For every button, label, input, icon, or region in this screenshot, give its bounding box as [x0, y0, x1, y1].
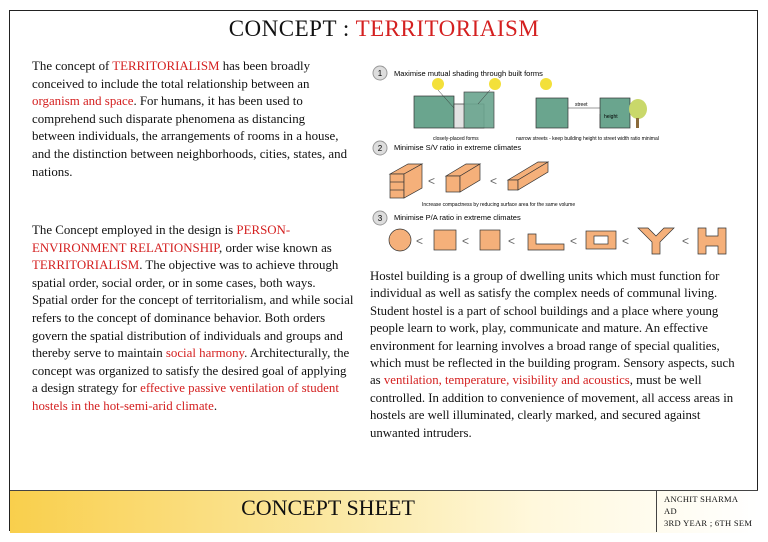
- step-3-title: Minimise P/A ratio in extreme climates: [394, 213, 521, 222]
- svg-text:<: <: [570, 234, 578, 248]
- svg-text:closely-placed forms: closely-placed forms: [433, 136, 479, 142]
- svg-text:2: 2: [377, 144, 383, 153]
- svg-text:<: <: [682, 234, 690, 248]
- author-name: ANCHIT SHARMA: [664, 494, 739, 504]
- closely-placed-forms-illustration: [414, 78, 501, 128]
- climate-strategy-diagram: [368, 64, 744, 264]
- footer-divider: [656, 490, 657, 532]
- svg-text:<: <: [490, 174, 498, 188]
- svg-text:<: <: [622, 234, 630, 248]
- plan-shape-illustration: [389, 228, 726, 254]
- svg-text:<: <: [416, 234, 424, 248]
- svg-text:height: height: [604, 114, 618, 120]
- page-title: CONCEPT : TERRITORIAISM: [228, 16, 540, 41]
- svg-text:street: street: [575, 102, 588, 108]
- territorialism-paragraph: The concept of TERRITORIALISM has been broadly conceived to include the total relationship between an organism and space. For humans, it has been used to comprehend such disparate phenomena as distancing between individuals, the arrangements of rooms in a house, and the distinction between neighborhoods, cities, states, and nations.: [32, 59, 348, 179]
- step-1-title: Maximise mutual shading through built forms: [394, 69, 543, 78]
- svg-text:<: <: [428, 174, 436, 188]
- narrow-street-illustration: [536, 78, 647, 128]
- svg-text:narrow streets - keep building: narrow streets - keep building height to street width ratio minimal: [516, 136, 659, 142]
- year-semester: 3RD YEAR ; 6TH SEM: [664, 518, 753, 528]
- volume-compactness-illustration: [390, 162, 548, 198]
- concept-paragraph: The Concept employed in the design is PERSON-ENVIRONMENT RELATIONSHIP, order wise known as TERRITORIALISM. The objective was to achieve through spatial order, social order, or in some cases, both ways. Spatial order for the concept of territorialism, and while social refers to the concept of dominance behavior. Both orders govern the spatial distribution of individuals and groups and thereby serve to maintain social harmony. Architecturally, the concept was organized to satisfy the desired goal of applying a design strategy for effective passive ventilation of student hostels in the hot-semi-arid climate.: [32, 223, 354, 413]
- hostel-paragraph: Hostel building is a group of dwelling units which must function for individual as well as satisfy the complex needs of communal living. Student hostel is a part of school buildings and a place where young people learn to work, play, communicate and mature. An effective environment for learning involves a broad range of special qualities, which must be reflected in the building program. Sensory aspects, such as ventilation, temperature, visibility and acoustics, must be well controlled. In addition to convenience of movement, all access areas in hostels are well illuminated, clearly marked, and secured against unwanted intruders.: [370, 269, 735, 440]
- svg-text:<: <: [508, 234, 516, 248]
- svg-text:1: 1: [377, 69, 383, 78]
- course-label: AD: [664, 506, 677, 516]
- svg-text:Increase compactness by reduci: Increase compactness by reducing surface area for the same volume: [422, 202, 576, 208]
- svg-text:<: <: [462, 234, 470, 248]
- svg-text:3: 3: [377, 214, 383, 223]
- sheet-title: CONCEPT SHEET: [241, 495, 415, 520]
- step-2-title: Minimise S/V ratio in extreme climates: [394, 143, 522, 152]
